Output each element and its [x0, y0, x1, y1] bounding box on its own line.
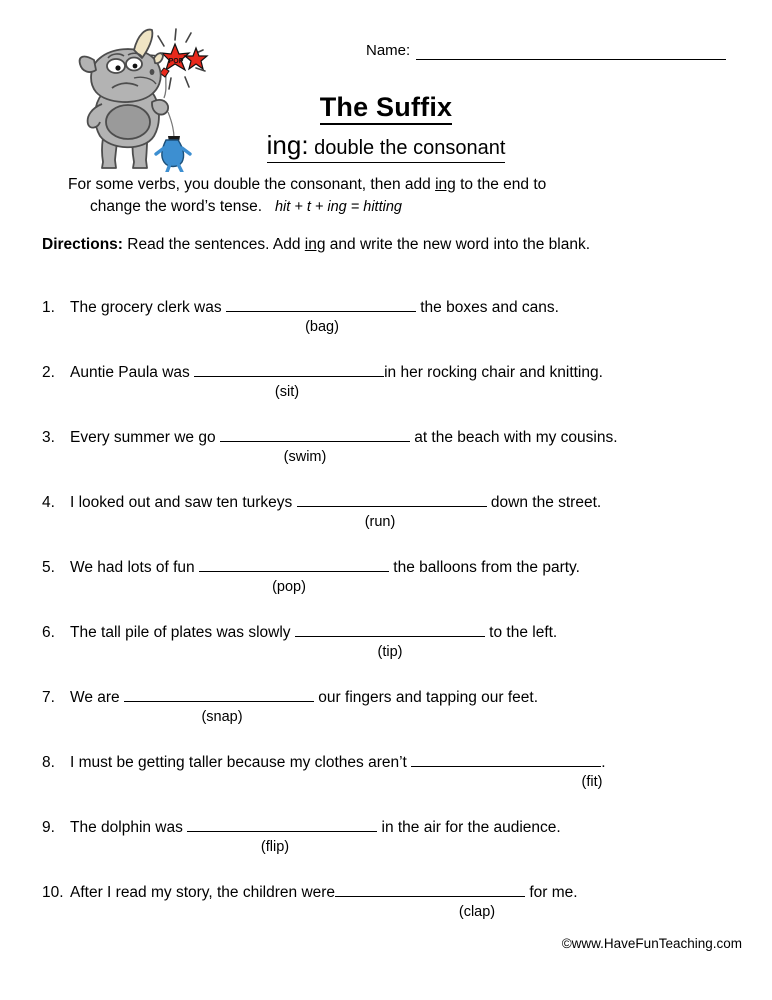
question-sentence [42, 751, 742, 773]
question-sentence [42, 491, 742, 513]
intro-example-equation: hit + t + ing = hitting [274, 199, 402, 215]
name-input-line[interactable] [416, 44, 726, 60]
question-text-before-blank: The dolphin was [70, 819, 188, 836]
intro-line2-text: change the word’s tense. [90, 198, 263, 215]
question-number: 1. [42, 299, 55, 316]
directions-text-b: and write the new word into the blank. [325, 236, 590, 253]
question-text-after-blank: down the street. [486, 494, 602, 511]
name-field-row[interactable] [366, 42, 726, 60]
answer-blank[interactable] [297, 491, 487, 507]
question-text-after-blank: for me. [525, 884, 578, 901]
question-sentence [42, 881, 742, 903]
base-word-hint: (flip) [260, 839, 290, 855]
base-word-hint: (pop) [272, 579, 306, 595]
question-sentence [42, 296, 742, 318]
question-item [42, 621, 742, 686]
question-text-before-blank: The tall pile of plates was slowly [70, 624, 295, 641]
answer-blank[interactable] [220, 426, 410, 442]
question-text-after-blank: the balloons from the party. [388, 559, 580, 576]
subtitle-suffix-text: ing: [266, 130, 309, 160]
question-item [42, 751, 742, 816]
question-text-after-blank: the boxes and cans. [415, 299, 559, 316]
question-item [42, 426, 742, 491]
answer-blank[interactable] [226, 296, 416, 312]
question-body [70, 621, 557, 643]
question-text-before-blank: I must be getting taller because my clothes aren’t [70, 754, 412, 771]
question-item [42, 816, 742, 881]
question-number: 4. [42, 494, 55, 511]
directions-text-a: Read the sentences. Add [122, 236, 305, 253]
question-sentence [42, 426, 742, 448]
base-word-hint: (fit) [581, 774, 603, 790]
footer-copyright: ©www.HaveFunTeaching.com [561, 936, 742, 951]
question-sentence [42, 621, 742, 643]
question-text-before-blank: We are [70, 689, 124, 706]
page-subtitle [267, 132, 506, 163]
question-item [42, 361, 742, 426]
question-sentence [42, 556, 742, 578]
question-sentence [42, 361, 742, 383]
question-number: 2. [42, 364, 55, 381]
main-title-wrap [0, 92, 772, 125]
question-item [42, 556, 742, 621]
question-number: 7. [42, 689, 55, 706]
title-block [0, 92, 772, 163]
question-item [42, 491, 742, 556]
base-word-hint: (tip) [377, 644, 403, 660]
base-word-hint: (snap) [201, 709, 243, 725]
intro-line1-part-b: to the end to [455, 176, 547, 193]
base-word-hint: (clap) [458, 904, 496, 920]
question-number: 3. [42, 429, 55, 446]
question-text-before-blank: We had lots of fun [70, 559, 199, 576]
question-number: 9. [42, 819, 55, 836]
question-text-before-blank: Auntie Paula was [70, 364, 195, 381]
questions-list [42, 296, 742, 946]
question-text-before-blank: Every summer we go [70, 429, 220, 446]
question-body [70, 816, 561, 838]
answer-blank[interactable] [194, 361, 384, 377]
question-body [70, 361, 603, 383]
answer-blank[interactable] [411, 751, 601, 767]
question-body [70, 491, 601, 513]
question-text-after-blank: in the air for the audience. [377, 819, 561, 836]
directions-ing-underlined: ing [304, 236, 326, 253]
question-sentence [42, 686, 742, 708]
question-body [70, 426, 618, 448]
name-label: Name: [366, 42, 411, 59]
question-text-before-blank: The grocery clerk was [70, 299, 226, 316]
page-title: The Suffix [320, 92, 453, 125]
answer-blank[interactable] [187, 816, 377, 832]
intro-line-2 [42, 196, 732, 218]
directions-label: Directions: [42, 236, 123, 253]
base-word-hint: (swim) [283, 449, 327, 465]
question-body [70, 556, 580, 578]
question-number: 8. [42, 754, 55, 771]
question-text-after-blank: . [601, 754, 606, 771]
intro-line-1 [42, 174, 732, 196]
question-text-after-blank: in her rocking chair and knitting. [384, 364, 603, 381]
question-text-before-blank: I looked out and saw ten turkeys [70, 494, 297, 511]
base-word-hint: (sit) [274, 384, 300, 400]
base-word-hint: (bag) [305, 319, 339, 335]
subtitle-rule-text: double the consonant [308, 137, 506, 159]
question-text-after-blank: to the left. [484, 624, 558, 641]
question-number: 10. [42, 884, 64, 901]
question-body [70, 881, 578, 903]
intro-ing-underlined: ing [435, 176, 456, 193]
question-text-before-blank: After I read my story, the children were [70, 884, 336, 901]
worksheet-header [0, 0, 772, 172]
intro-explanation [42, 174, 732, 218]
subtitle-wrap [0, 125, 772, 163]
svg-text:POP: POP [168, 58, 184, 65]
question-body [70, 686, 538, 708]
question-text-after-blank: our fingers and tapping our feet. [314, 689, 539, 706]
answer-blank[interactable] [199, 556, 389, 572]
question-sentence [42, 816, 742, 838]
directions-block [42, 234, 702, 256]
answer-blank[interactable] [124, 686, 314, 702]
intro-line1-part-a: For some verbs, you double the consonant, then add [68, 176, 436, 193]
answer-blank[interactable] [295, 621, 485, 637]
question-number: 5. [42, 559, 55, 576]
question-text-after-blank: at the beach with my cousins. [409, 429, 618, 446]
question-item [42, 296, 742, 361]
base-word-hint: (run) [364, 514, 396, 530]
answer-blank[interactable] [335, 881, 525, 897]
question-body [70, 296, 559, 318]
question-number: 6. [42, 624, 55, 641]
question-item [42, 686, 742, 751]
question-body [70, 751, 606, 773]
